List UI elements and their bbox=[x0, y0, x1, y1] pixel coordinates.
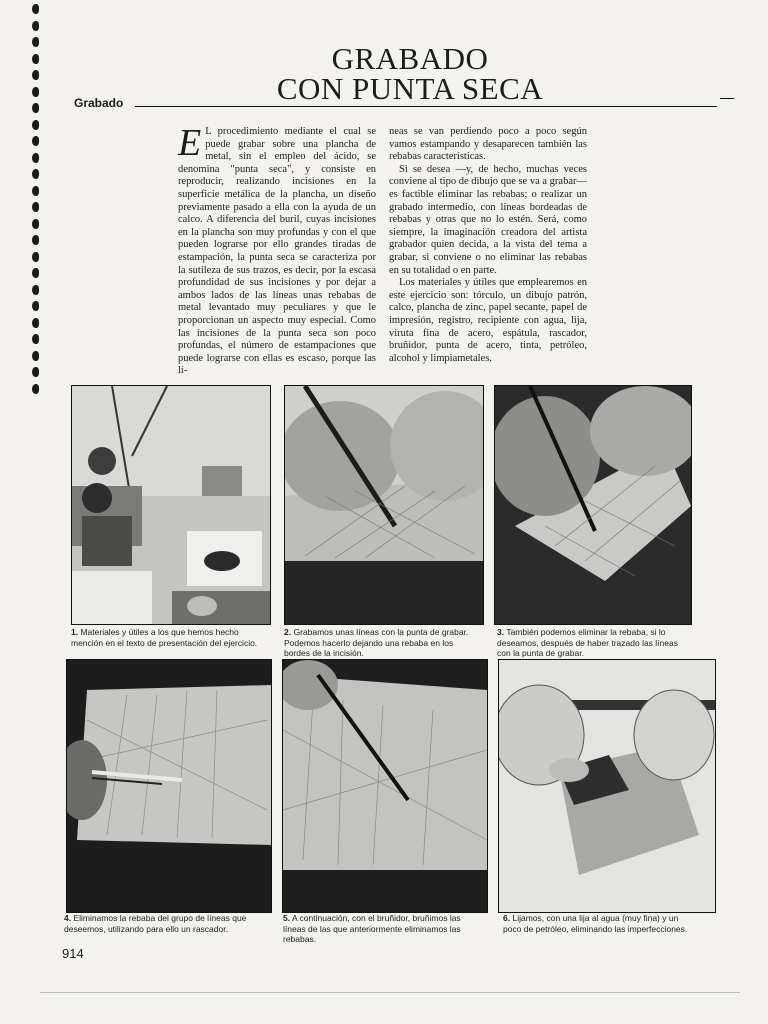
intro-column-2 bbox=[389, 126, 587, 365]
drop-cap: E bbox=[178, 122, 202, 164]
page-title-line-1: GRABADO bbox=[331, 41, 489, 76]
caption-1 bbox=[71, 627, 266, 648]
binding-hole bbox=[32, 169, 39, 179]
caption-3 bbox=[497, 627, 692, 659]
caption-text: Materiales y útiles a los que hemos hecho mención en el texto de presentación del ejercicio. bbox=[71, 627, 258, 648]
caption-number: 2. bbox=[284, 627, 292, 637]
intro-text-2: neas se van perdiendo poco a poco según vamos estampando y desaparecen también las rebabas características. bbox=[389, 126, 587, 163]
binding-hole bbox=[32, 367, 39, 377]
header-rule-tick bbox=[720, 98, 734, 99]
page-title-line-2: CON PUNTA SECA bbox=[276, 71, 544, 106]
binding-hole bbox=[32, 153, 39, 163]
caption-text: A continuación, con el bruñidor, bruñimos las líneas de las que anteriormente eliminamos las rebabas. bbox=[283, 913, 461, 944]
photo-sanding bbox=[498, 659, 716, 913]
binding-hole bbox=[32, 103, 39, 113]
section-label: Grabado bbox=[74, 96, 124, 110]
binding-hole bbox=[32, 318, 39, 328]
intro-text-4: Los materiales y útiles que emplearemos en este ejercicio son: tórculo, un dibujo patrón, calco, plancha de zinc, papel secante, papel de impresión, registro, recipiente con agua, lija, viruta fina de acero, espátula, rascador, bruñidor, punta de acero, tinta, petróleo, alcohol y limpiametales. bbox=[389, 277, 587, 364]
photo-removing-burr bbox=[494, 385, 692, 625]
photo-burnisher bbox=[282, 659, 488, 913]
caption-2 bbox=[284, 627, 479, 659]
caption-6 bbox=[503, 913, 698, 934]
caption-text: Eliminamos la rebaba del grupo de líneas que deseemos, utilizando para ello un rascador. bbox=[64, 913, 247, 934]
binding-hole bbox=[32, 70, 39, 80]
caption-4 bbox=[64, 913, 259, 934]
photo-incising-lines bbox=[284, 385, 484, 625]
binding-hole bbox=[32, 384, 39, 394]
photo-materials bbox=[71, 385, 271, 625]
binding-hole bbox=[32, 334, 39, 344]
binding-hole bbox=[32, 186, 39, 196]
caption-number: 5. bbox=[283, 913, 291, 923]
caption-number: 4. bbox=[64, 913, 72, 923]
intro-text-1: L procedimiento mediante el cual se puede grabar sobre una plancha de metal, sin el empleo del ácido, se denomina "punta seca", y consiste en reproducir, realizando incisiones en la superficie metálica de la plancha, un diseño previamente pasado a ella con la ayuda de un calco. A diferencia del buril, cuyas incisiones en la plancha son muy profundas y con el que pueden lograrse por ello grandes tiradas de estampación, la punta seca se caracteriza por la sutileza de sus trazos, es decir, por la escasa profundidad de sus incisiones y por dejar a ambos lados de las líneas unas rebabas de metal levantado muy peculiares y que le proporcionan un aspecto muy especial. Como las incisiones de la punta seca son poco profundas, el número de estampaciones que puede lograrse con ellas es escaso, porque las lí- bbox=[178, 126, 376, 377]
binding-hole bbox=[32, 87, 39, 97]
header-rule bbox=[135, 106, 717, 107]
page-number: 914 bbox=[62, 946, 84, 961]
intro-column-1 bbox=[178, 122, 376, 378]
caption-5 bbox=[283, 913, 478, 945]
caption-number: 1. bbox=[71, 627, 79, 637]
intro-text-3: Si se desea —y, de hecho, muchas veces conviene al tipo de dibujo que se va a grabar— es factible eliminar las rebabas; o realizar un grabado intermedio, con líneas bordeadas de rebabas y otras que no lo estén. Será, como siempre, la imaginación creadora del artista grabador quien decida, a la vista del tema a grabar, si conviene o no eliminar las rebabas en su totalidad o en parte. bbox=[389, 163, 587, 276]
binding-hole bbox=[32, 285, 39, 295]
caption-number: 3. bbox=[497, 627, 505, 637]
binding-hole bbox=[32, 351, 39, 361]
binding-hole bbox=[32, 54, 39, 64]
binding-hole bbox=[32, 301, 39, 311]
binding-hole bbox=[32, 37, 39, 47]
binding-hole bbox=[32, 4, 39, 14]
bottom-rule bbox=[40, 992, 740, 993]
binding-hole bbox=[32, 202, 39, 212]
binding-hole bbox=[32, 136, 39, 146]
binding-hole bbox=[32, 219, 39, 229]
caption-text: Grabamos unas líneas con la punta de grabar. Podemos hacerlo dejando una rebaba en los bordes de la incisión. bbox=[284, 627, 469, 658]
caption-text: También podemos eliminar la rebaba, si lo deseamos, después de haber trazado las líneas con la punta de grabar. bbox=[497, 627, 678, 658]
binding-hole bbox=[32, 21, 39, 31]
binding-hole bbox=[32, 235, 39, 245]
caption-number: 6. bbox=[503, 913, 511, 923]
binding-hole bbox=[32, 120, 39, 130]
binding-hole bbox=[32, 268, 39, 278]
binding-hole bbox=[32, 252, 39, 262]
caption-text: Lijamos, con una lija al agua (muy fina) y un poco de petróleo, eliminando las imperfecciones. bbox=[503, 913, 688, 934]
spiral-binding bbox=[30, 0, 44, 400]
photo-scraper bbox=[66, 659, 272, 913]
